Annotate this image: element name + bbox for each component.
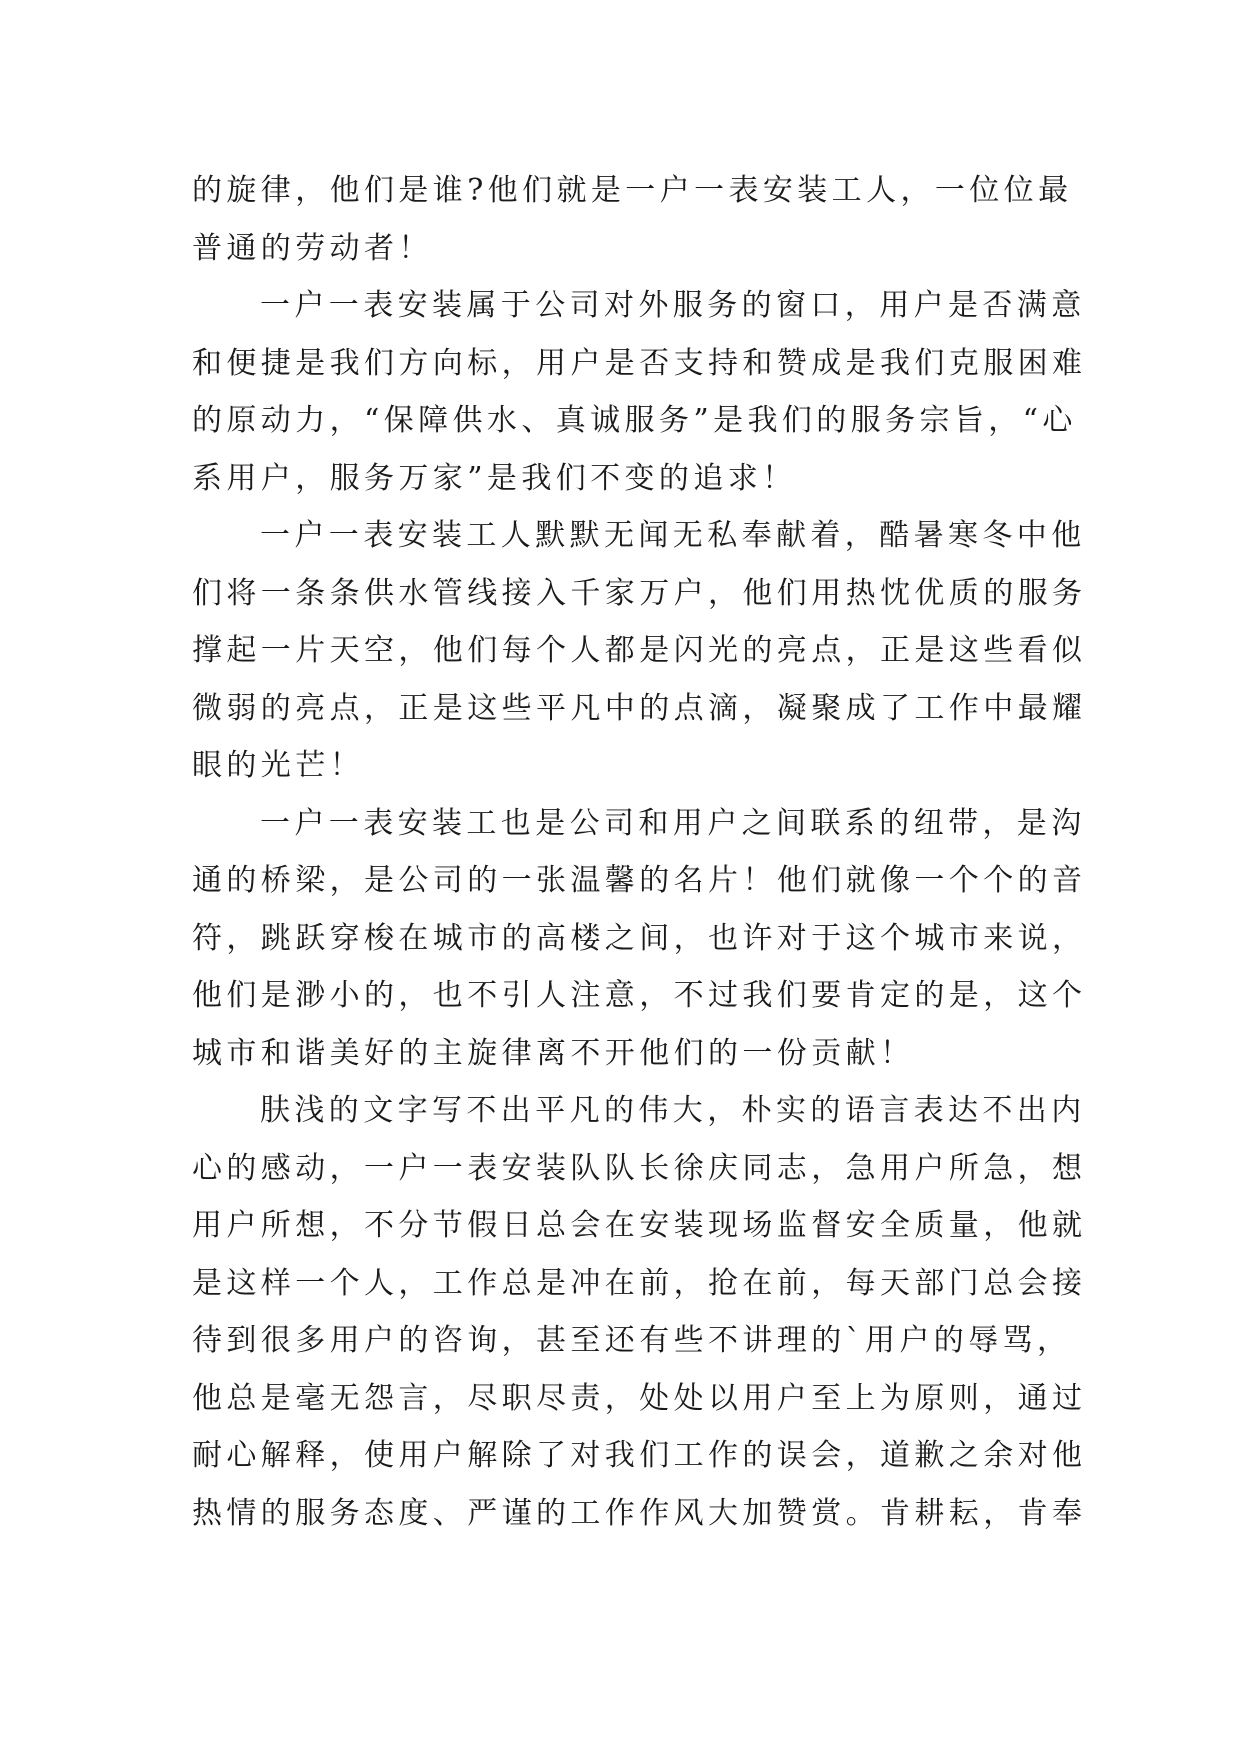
text-line: 的旋律，他们是谁?他们就是一户一表安装工人，一位位最 (192, 173, 1073, 208)
text-line: 待到很多用户的咨询，甚至还有些不讲理的`用户的辱骂， (192, 1323, 1072, 1358)
text-line: 系用户，服务万家”是我们不变的追求！ (192, 460, 797, 496)
text-line: 撑起一片天空，他们每个人都是闪光的亮点，正是这些看似 (192, 633, 1087, 668)
text-line: 他们是渺小的，也不引人注意，不过我们要肯定的是，这个 (192, 978, 1087, 1013)
text-line: 他总是毫无怨言，尽职尽责，处处以用户至上为原则，通过 (192, 1380, 1087, 1416)
text-line: 耐心解释，使用户解除了对我们工作的误会，道歉之余对他 (192, 1438, 1087, 1473)
body-text (192, 162, 1087, 1542)
text-line: 眼的光芒！ (192, 748, 364, 783)
paragraph-first-line: 一户一表安装工也是公司和用户之间联系的纽带，是沟 (260, 805, 1086, 841)
text-line: 热情的服务态度、严谨的工作作风大加赞赏。肯耕耘，肯奉 (192, 1495, 1087, 1531)
text-line: 们将一条条供水管线接入千家万户，他们用热忱优质的服务 (192, 575, 1087, 611)
text-line: 符，跳跃穿梭在城市的高楼之间，也许对于这个城市来说， (192, 920, 1087, 956)
paragraph-first-line: 肤浅的文字写不出平凡的伟大，朴实的语言表达不出内 (260, 1093, 1086, 1128)
text-line: 微弱的亮点，正是这些平凡中的点滴，凝聚成了工作中最耀 (192, 690, 1087, 726)
paragraph-first-line: 一户一表安装工人默默无闻无私奉献着，酷暑寒冬中他 (260, 518, 1086, 553)
text-line: 心的感动，一户一表安装队队长徐庆同志，急用户所急，想 (192, 1150, 1087, 1186)
paragraph-first-line: 一户一表安装属于公司对外服务的窗口，用户是否满意 (260, 288, 1086, 323)
text-line: 是这样一个人，工作总是冲在前，抢在前，每天部门总会接 (192, 1265, 1087, 1301)
text-line: 通的桥梁，是公司的一张温馨的名片！他们就像一个个的音 (192, 863, 1087, 898)
text-line: 用户所想，不分节假日总会在安装现场监督安全质量，他就 (192, 1208, 1087, 1243)
text-line: 和便捷是我们方向标，用户是否支持和赞成是我们克服困难 (192, 345, 1087, 381)
text-line: 普通的劳动者！ (192, 230, 433, 266)
text-line: 城市和谐美好的主旋律离不开他们的一份贡献！ (192, 1035, 915, 1071)
text-line: 的原动力，“保障供水、真诚服务”是我们的服务宗旨，“心 (192, 403, 1077, 438)
